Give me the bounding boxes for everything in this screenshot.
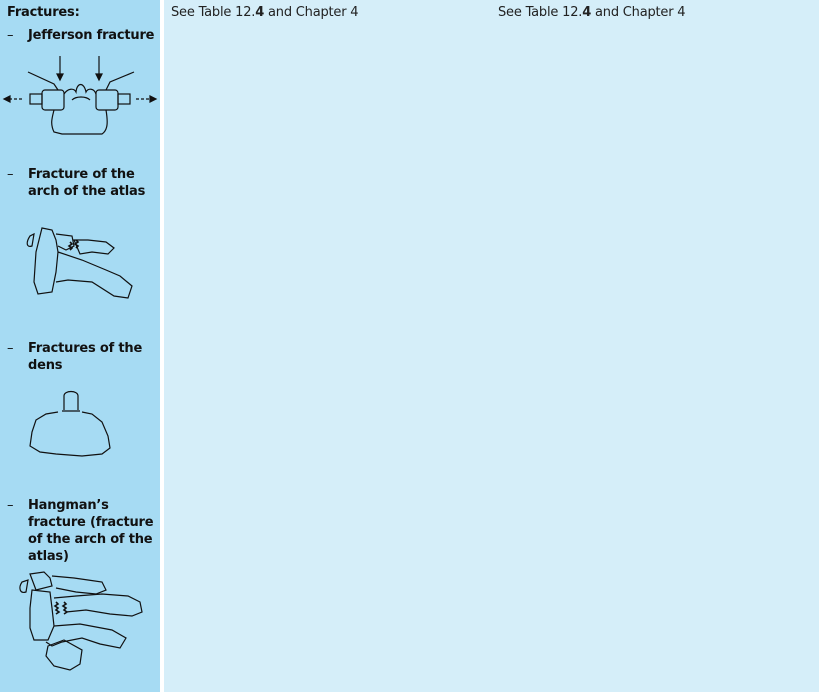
list-dash: – bbox=[7, 28, 14, 43]
reference-bold-number: 4 bbox=[582, 5, 592, 20]
jefferson-fracture-illustration bbox=[2, 52, 158, 138]
reference-text-prefix: See Table 12. bbox=[171, 5, 256, 20]
dens-fracture-illustration bbox=[26, 390, 116, 460]
atlas-arch-fracture-illustration bbox=[22, 222, 138, 304]
reference-text-suffix: and Chapter 4 bbox=[264, 5, 359, 20]
list-item-label: Fracture of the arch of the atlas bbox=[28, 167, 146, 199]
list-dash: – bbox=[7, 167, 14, 182]
list-item-label: Hangman’s fracture (fracture of the arch of the atlas) bbox=[28, 498, 154, 564]
cell-reference-2 bbox=[498, 5, 685, 20]
left-column bbox=[0, 0, 160, 692]
list-item-label: Fractures of the dens bbox=[28, 341, 143, 373]
list-dash: – bbox=[7, 341, 14, 356]
fractures-heading: Fractures: bbox=[7, 5, 80, 20]
list-dash: – bbox=[7, 498, 14, 513]
hangmans-fracture-illustration bbox=[16, 568, 146, 676]
reference-text-suffix: and Chapter 4 bbox=[591, 5, 686, 20]
reference-bold-number: 4 bbox=[255, 5, 265, 20]
list-item-label: Jefferson fracture bbox=[28, 28, 155, 43]
reference-text-prefix: See Table 12. bbox=[498, 5, 583, 20]
right-content-area bbox=[164, 0, 819, 692]
cell-reference-1 bbox=[171, 5, 358, 20]
